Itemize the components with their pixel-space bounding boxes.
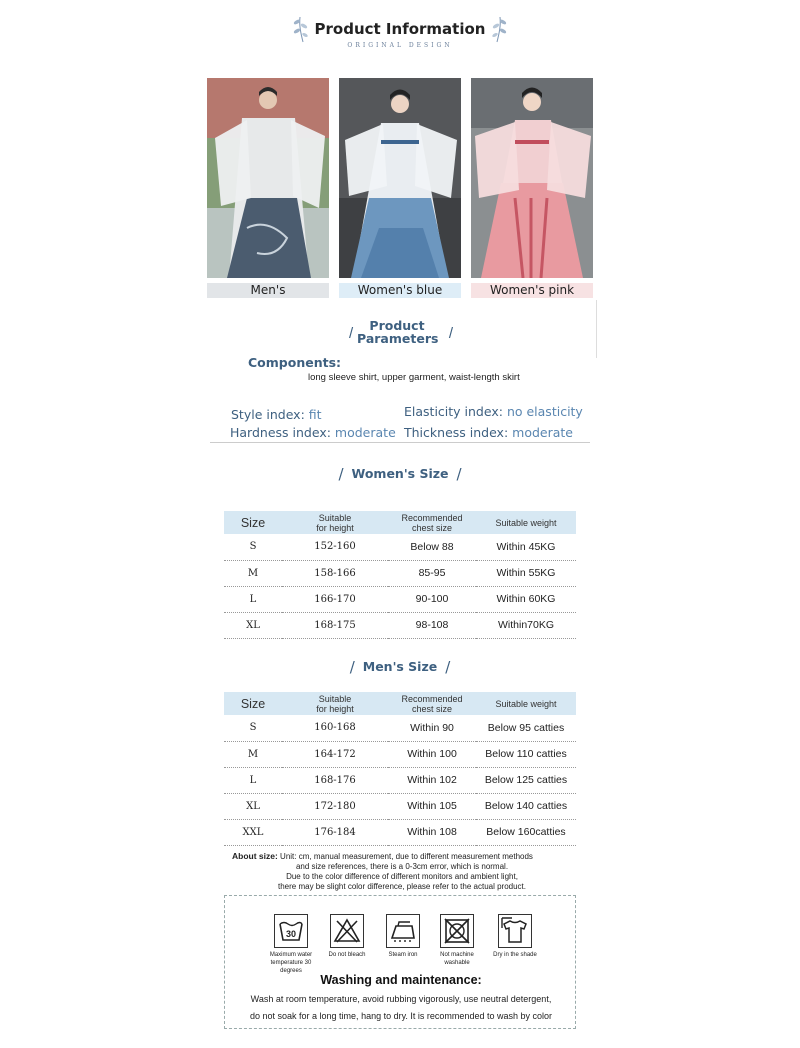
cell-weight: Below 95 catties [476,715,576,741]
product-photos [207,78,593,298]
wash-temp-number: 30 [285,929,297,939]
about-size-label: About size: [232,851,278,861]
cell-size: S [224,534,282,560]
cell-size: XL [224,612,282,638]
cell-chest: 98-108 [388,612,476,638]
cell-size: S [224,715,282,741]
womens-size-heading [0,464,800,482]
cell-size: XXL [224,819,282,845]
womens-blue-label: Women's blue [339,283,461,298]
style-index-key: Style index: [231,407,305,422]
about-line3: Due to the color difference of different monitors and ambient light, [286,872,518,881]
cell-weight: Below 160catties [476,819,576,845]
steam-iron-icon [386,914,420,948]
elasticity-index [404,404,583,419]
cell-height: 164-172 [282,741,388,767]
cell-chest: Below 88 [388,534,476,560]
no-machine-wash-item [429,914,485,967]
slash-decoration: / [445,658,451,676]
hardness-index-value: moderate [334,425,396,440]
table-header-row [224,692,576,715]
cell-chest: 85-95 [388,560,476,586]
thickness-index-key: Thickness index: [404,425,509,440]
washing-box [224,895,576,1029]
no-bleach-icon [330,914,364,948]
mens-label: Men's [207,283,329,298]
steam-iron-item [375,914,431,959]
product-parameters-heading [341,320,461,350]
wash-30-item [263,914,319,975]
cell-weight: Below 140 catties [476,793,576,819]
about-size-note [232,851,572,892]
table-row [224,741,576,767]
table-row [224,793,576,819]
table-row [224,560,576,586]
no-machine-wash-label: Not machine washable [440,952,474,966]
style-index [231,407,322,422]
cell-height: 172-180 [282,793,388,819]
header-row [0,14,800,44]
wash-30-label: Maximum water temperature 30 degrees [269,952,313,974]
header-weight: Suitable weight [476,692,576,715]
table-header-row [224,511,576,534]
cell-size: L [224,767,282,793]
womens-pink-outfit-image [471,78,593,278]
womens-blue-photo [339,78,461,278]
style-index-value: fit [308,407,322,422]
no-bleach-label: Do not bleach [328,952,366,958]
cell-chest: Within 105 [388,793,476,819]
womens-pink-photo [471,78,593,278]
leaf-sprig-right-icon [491,14,509,44]
about-line2: and size references, there is a 0-3cm error, which is normal. [295,862,509,871]
cell-weight: Below 110 catties [476,741,576,767]
header-size: Size [224,692,282,715]
cell-height: 168-175 [282,612,388,638]
cell-size: L [224,586,282,612]
washing-text [225,991,577,1025]
slash-decoration: / [349,325,354,342]
cell-weight: Within 60KG [476,586,576,612]
cell-chest: Within 90 [388,715,476,741]
no-machine-wash-icon [440,914,474,948]
dry-in-shade-icon [498,914,532,948]
cell-chest: Within 108 [388,819,476,845]
cell-height: 176-184 [282,819,388,845]
leaf-sprig-left-icon [291,14,309,44]
cell-height: 158-166 [282,560,388,586]
header-size: Size [224,511,282,534]
product-parameters-title-line1: Product [369,318,425,333]
mens-outfit-image [207,78,329,278]
thickness-index-value: moderate [512,425,573,440]
thickness-index [404,425,573,440]
cell-height: 166-170 [282,586,388,612]
hardness-index [230,425,396,440]
cell-chest: Within 100 [388,741,476,767]
dry-in-shade-label: Dry in the shade [493,952,537,958]
components-label: Components: [248,355,342,370]
steam-iron-label: Steam iron [388,952,418,958]
table-row [224,612,576,638]
page-title: Product Information [314,20,486,38]
cell-height: 168-176 [282,767,388,793]
hardness-index-key: Hardness index: [230,425,331,440]
table-row [224,586,576,612]
table-row [224,715,576,741]
slash-decoration: / [448,325,453,342]
about-line1: About size: Unit: cm, manual measurement, due to different measurement methods [232,851,533,861]
cell-chest: Within 102 [388,767,476,793]
header-chest: Recommended chest size [388,692,476,715]
components-value: long sleeve shirt, upper garment, waist-length skirt [308,372,520,383]
table-row [224,767,576,793]
cell-weight: Below 125 catties [476,767,576,793]
womens-blue-outfit-image [339,78,461,278]
page-header [0,14,800,49]
header-height: Suitable for height [282,692,388,715]
womens-pink-label: Women's pink [471,283,593,298]
header-weight: Suitable weight [476,511,576,534]
washing-text-line1: Wash at room temperature, avoid rubbing vigorously, use neutral detergent, [250,994,552,1004]
page-subtitle: ORIGINAL DESIGN [347,42,453,49]
about-line4: there may be slight color difference, please refer to the actual product. [278,882,526,891]
divider-vertical [596,300,597,358]
cell-height: 160-168 [282,715,388,741]
table-row [224,534,576,560]
cell-size: M [224,560,282,586]
elasticity-index-value: no elasticity [506,404,583,419]
slash-decoration: / [338,465,344,483]
slash-decoration: / [349,658,355,676]
wash-30-icon [274,914,308,948]
cell-size: M [224,741,282,767]
header-height: Suitable for height [282,511,388,534]
no-bleach-item [319,914,375,959]
cell-size: XL [224,793,282,819]
mens-size-title: Men's Size [362,659,438,674]
product-parameters-title-line2: Parameters [357,331,439,346]
washing-text-line2: do not soak for a long time, hang to dry. It is recommended to wash by color [250,1011,552,1021]
womens-size-table [224,511,576,639]
mens-size-table [224,692,576,846]
cell-weight: Within 55KG [476,560,576,586]
cell-weight: Within 45KG [476,534,576,560]
divider-horizontal [210,442,590,443]
header-chest: Recommended chest size [388,511,476,534]
mens-size-heading [0,657,800,675]
slash-decoration: / [456,465,462,483]
mens-photo [207,78,329,278]
cell-height: 152-160 [282,534,388,560]
washing-title: Washing and maintenance: [320,973,482,987]
cell-weight: Within70KG [476,612,576,638]
elasticity-index-key: Elasticity index: [404,404,503,419]
cell-chest: 90-100 [388,586,476,612]
table-row [224,819,576,845]
womens-size-title: Women's Size [351,466,449,481]
dry-in-shade-item [487,914,543,959]
